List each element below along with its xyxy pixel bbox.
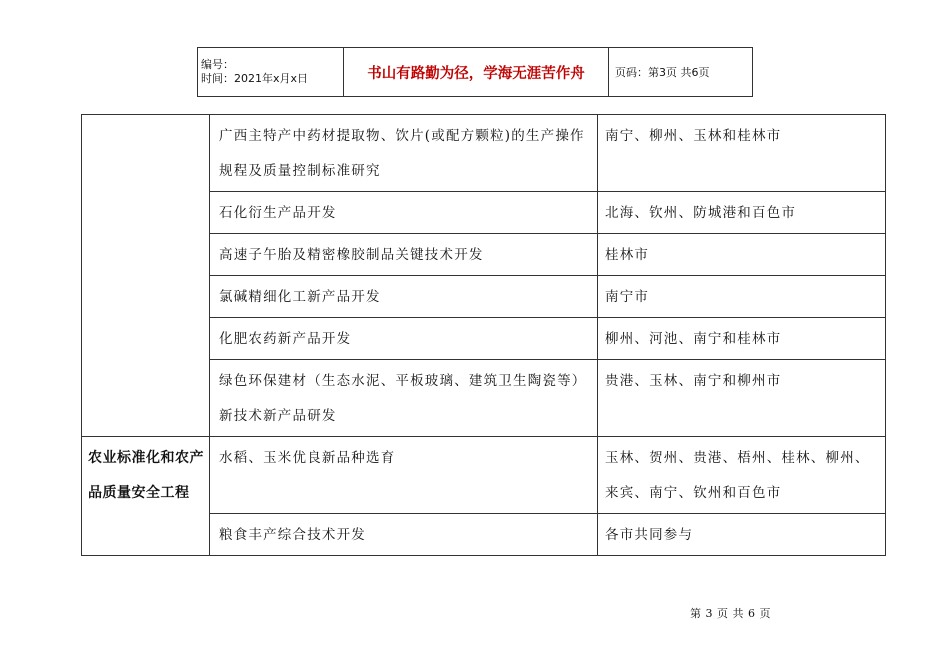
region-cell: 玉林、贺州、贵港、梧州、桂林、柳州、来宾、南宁、钦州和百色市 (598, 437, 886, 514)
region-cell: 南宁、柳州、玉林和桂林市 (598, 115, 886, 192)
table-row (82, 437, 886, 514)
item-cell: 化肥农药新产品开发 (210, 318, 598, 360)
document-number-label: 编号： (201, 58, 234, 71)
category-cell (82, 115, 210, 437)
table-row (82, 115, 886, 192)
page-footer: 第 3 页 共 6 页 (690, 607, 771, 620)
region-cell: 贵港、玉林、南宁和柳州市 (598, 360, 886, 437)
item-cell: 石化衍生产品开发 (210, 192, 598, 234)
item-cell: 水稻、玉米优良新品种选育 (210, 437, 598, 514)
project-table (81, 114, 886, 556)
region-cell: 南宁市 (598, 276, 886, 318)
document-header (197, 47, 753, 97)
region-cell: 柳州、河池、南宁和桂林市 (598, 318, 886, 360)
item-cell: 氯碱精细化工新产品开发 (210, 276, 598, 318)
region-cell: 桂林市 (598, 234, 886, 276)
region-cell: 各市共同参与 (598, 514, 886, 556)
item-cell: 广西主特产中药材提取物、饮片(或配方颗粒)的生产操作规程及质量控制标准研究 (210, 115, 598, 192)
header-motto: 书山有路勤为径，学海无涯苦作舟 (344, 48, 609, 97)
category-cell: 农业标准化和农产品质量安全工程 (82, 437, 210, 556)
item-cell: 绿色环保建材（生态水泥、平板玻璃、建筑卫生陶瓷等）新技术新产品研发 (210, 360, 598, 437)
item-cell: 高速子午胎及精密橡胶制品关键技术开发 (210, 234, 598, 276)
document-date-label: 时间：2021年x月x日 (201, 72, 309, 85)
header-page-label: 页码：第3页 共6页 (609, 48, 753, 97)
header-meta (198, 48, 344, 97)
item-cell: 粮食丰产综合技术开发 (210, 514, 598, 556)
region-cell: 北海、钦州、防城港和百色市 (598, 192, 886, 234)
